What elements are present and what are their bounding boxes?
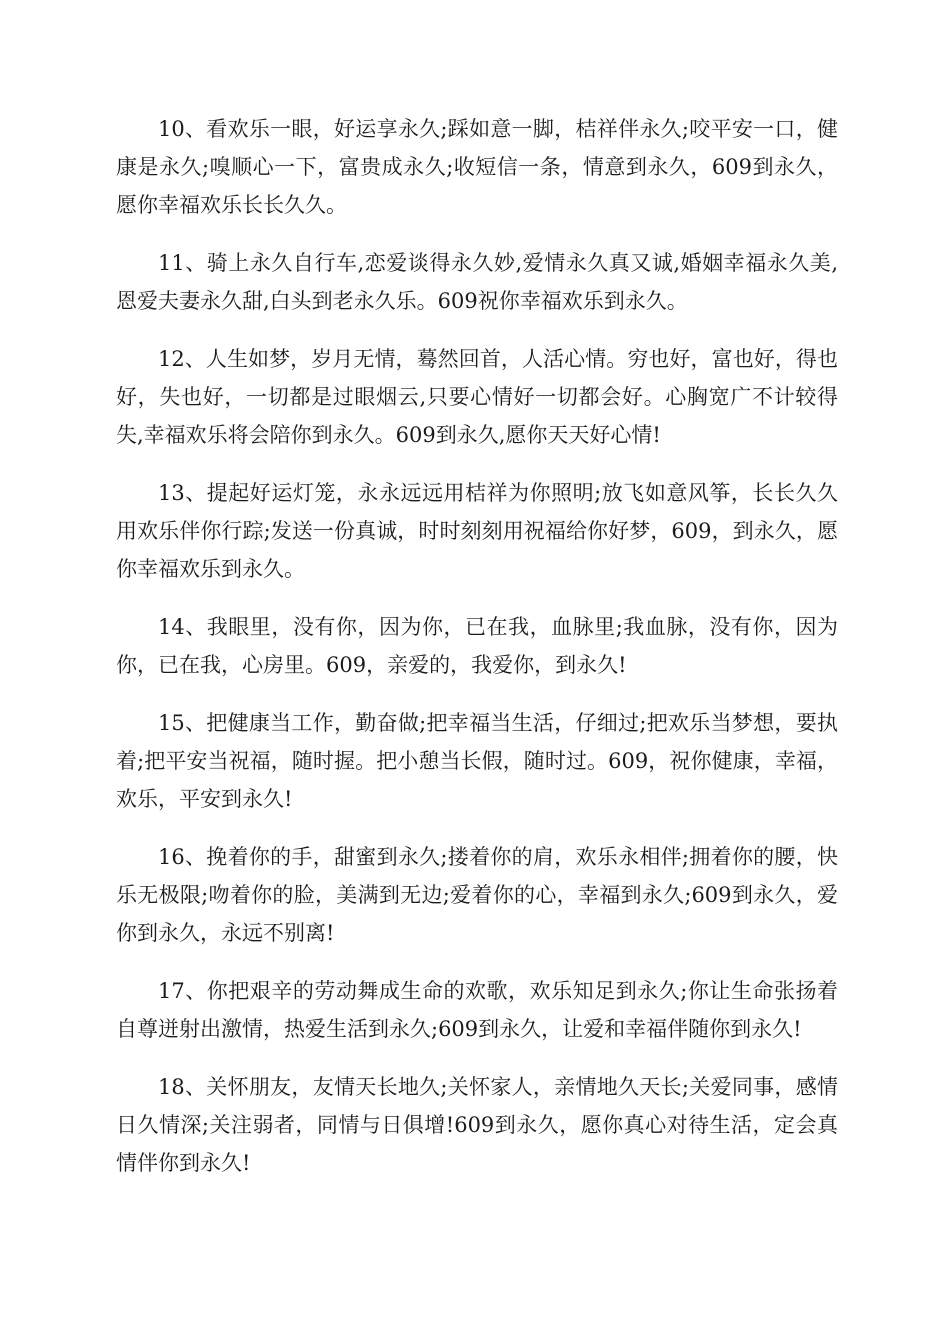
document-body xyxy=(116,110,838,1202)
paragraph-15: 15、把健康当工作，勤奋做;把幸福当生活，仔细过;把欢乐当梦想，要执着;把平安当祝福，随时握。把小憩当长假，随时过。609，祝你健康，幸福，欢乐，平安到永久! xyxy=(116,711,838,811)
paragraph-16: 16、挽着你的手，甜蜜到永久;搂着你的肩，欢乐永相伴;拥着你的腰，快乐无极限;吻着你的脸，美满到无边;爱着你的心，幸福到永久;609到永久，爱你到永久，永远不别离! xyxy=(116,845,838,945)
paragraph-13: 13、提起好运灯笼，永永远远用桔祥为你照明;放飞如意风筝，长长久久用欢乐伴你行踪;发送一份真诚，时时刻刻用祝福给你好梦，609，到永久，愿你幸福欢乐到永久。 xyxy=(116,481,838,581)
paragraph-11: 11、骑上永久自行车,恋爱谈得永久妙,爱情永久真又诚,婚姻幸福永久美,恩爱夫妻永久甜,白头到老永久乐。609祝你幸福欢乐到永久。 xyxy=(116,251,838,313)
paragraph-17: 17、你把艰辛的劳动舞成生命的欢歌，欢乐知足到永久;你让生命张扬着自尊迸射出激情，热爱生活到永久;609到永久，让爱和幸福伴随你到永久! xyxy=(116,979,838,1041)
paragraph-18: 18、关怀朋友，友情天长地久;关怀家人，亲情地久天长;关爱同事，感情日久情深;关注弱者，同情与日俱增!609到永久，愿你真心对待生活，定会真情伴你到永久! xyxy=(116,1075,838,1175)
paragraph-14: 14、我眼里，没有你，因为你，已在我，血脉里;我血脉，没有你，因为你，已在我，心房里。609，亲爱的，我爱你，到永久! xyxy=(116,615,838,677)
paragraph-12: 12、人生如梦，岁月无情，蓦然回首，人活心情。穷也好，富也好，得也好，失也好，一切都是过眼烟云,只要心情好一切都会好。心胸宽广不计较得失,幸福欢乐将会陪你到永久。609到永久,愿你天天好心情! xyxy=(116,347,838,447)
paragraph-10: 10、看欢乐一眼，好运享永久;踩如意一脚，桔祥伴永久;咬平安一口，健康是永久;嗅顺心一下，富贵成永久;收短信一条，情意到永久，609到永久，愿你幸福欢乐长长久久。 xyxy=(116,117,838,217)
